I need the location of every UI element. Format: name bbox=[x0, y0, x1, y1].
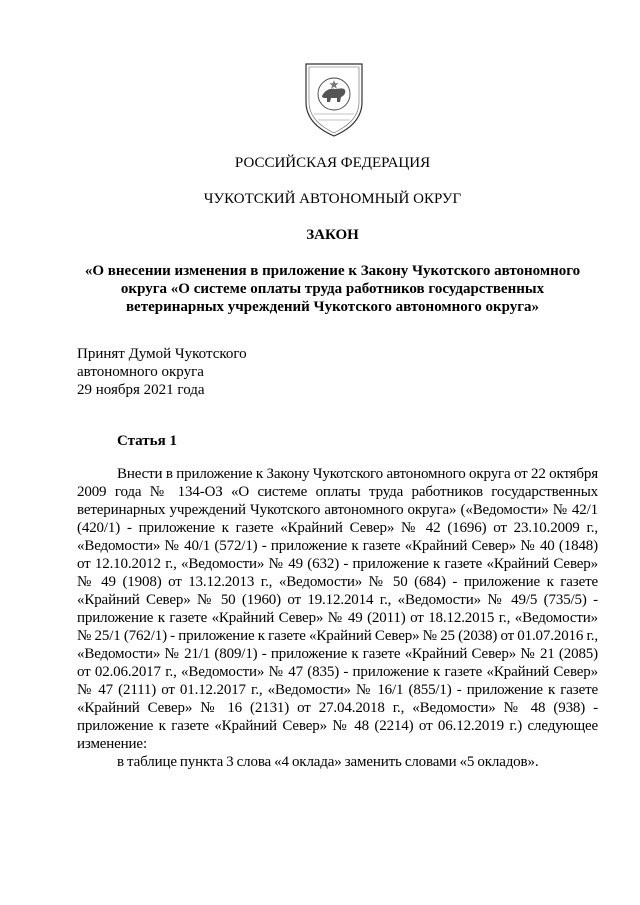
article-paragraph: Внести в приложение к Закону Чукотского автономного округа от 22 октября 2009 года № 134-ОЗ «О системе оплаты труда работников государственных ветеринарных учреждений Чукотского автономного округа» («Ведомости» № 42/1 (420/1) - приложение к газете «Крайний Север» № 42 (1696) от 23.10.2009 г., «Ведомости» № 40/1 (572/1) - приложение к газете «Крайний Север» № 40 (1848) от 12.10.2012 г., «Ведомости» № 49 (632) - приложение к газете «Крайний Север» № 49 (1908) от 13.12.2013 г., «Ведомости» № 50 (684) - приложение к газете «Крайний Север» № 50 (1960) от 19.12.2014 г., «Ведомости» № 49/5 (735/5) - приложение к газете «Крайний Север» № 49 (2011) от 18.12.2015 г., «Ведомости» № 25/1 (762/1) - приложение к газете «Крайний Север» № 25 (2038) от 01.07.2016 г., «Ведомости» № 21/1 (809/1) - приложение к газете «Крайний Север» № 21 (2085) от 02.06.2017 г., «Ведомости» № 47 (835) - приложение к газете «Крайний Север» № 47 (2111) от 01.12.2017 г., «Ведомости» № 16/1 (855/1) - приложение к газете «Крайний Север» № 16 (2131) от 27.04.2018 г., «Ведомости» № 48 (938) - приложение к газете «Крайний Север» № 48 (2214) от 06.12.2019 г.) следующее изменение: bbox=[77, 466, 598, 752]
article-body bbox=[77, 465, 598, 771]
country-heading: РОССИЙСКАЯ ФЕДЕРАЦИЯ bbox=[234, 155, 431, 171]
adoption-date: 29 ноября 2021 года bbox=[77, 382, 205, 398]
law-title-line: «О внесении изменения в приложение к Закону Чукотского автономного bbox=[84, 263, 581, 279]
law-title-line: округа «О системе оплаты труда работников государственных bbox=[120, 281, 545, 297]
document-type-heading: ЗАКОН bbox=[306, 227, 359, 243]
adoption-line: автономного округа bbox=[77, 364, 204, 380]
article-change-paragraph: в таблице пункта 3 слова «4 оклада» заменить словами «5 окладов». bbox=[117, 754, 539, 770]
law-title-line: ветеринарных учреждений Чукотского автономного округа» bbox=[125, 299, 540, 315]
region-heading: ЧУКОТСКИЙ АВТОНОМНЫЙ ОКРУГ bbox=[203, 191, 462, 207]
law-title bbox=[60, 262, 605, 316]
adoption-line: Принят Думой Чукотского bbox=[77, 346, 247, 362]
article-heading: Статья 1 bbox=[117, 433, 177, 449]
coat-of-arms-icon bbox=[300, 56, 368, 138]
adoption-info bbox=[77, 345, 247, 399]
